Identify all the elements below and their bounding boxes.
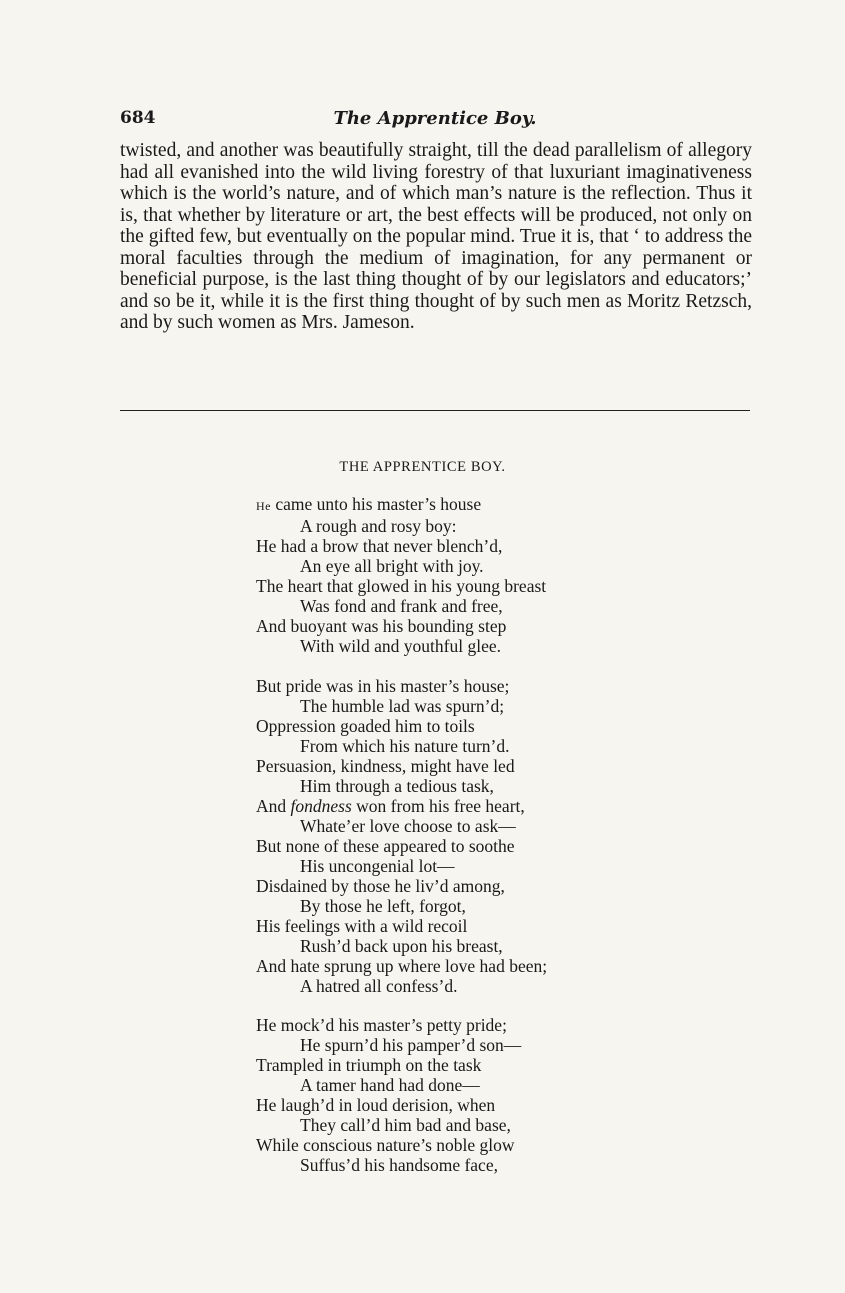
poem-line: Persuasion, kindness, might have led	[256, 755, 515, 776]
poem-line: While conscious nature’s noble glow	[256, 1135, 515, 1155]
poem-line: He laugh’d in loud derision, when	[256, 1095, 496, 1115]
prose-paragraph: twisted, and another was beautifully straight, till the dead parallelism of allegory had all evanished into the wild living forestry of that luxuriant imaginativeness which is the world’s nature, and of which man’s nature is the reflection. Thus it is, that whether by literature or art, the best effects will be produced, not only on the gifted few, but eventually on the popular mind. True it is, that ‘ to address the moral faculties through the medium of imagination, for any permanent or beneficial purpose, is the last thing thought of by our legislators and educators;’ and so be it, while it is the first thing thought of by such men as Moritz Retzsch, and by such women as Mrs. Jameson.	[120, 140, 752, 333]
poem-line: Whate’er love choose to ask—	[300, 815, 516, 836]
poem-line: A hatred all confess’d.	[300, 975, 458, 996]
poem-line: Was fond and frank and free,	[300, 596, 503, 616]
poem-line: Him through a tedious task,	[300, 775, 494, 796]
poem-line: With wild and youthful glee.	[300, 636, 501, 656]
poem-line: An eye all bright with joy.	[300, 556, 484, 576]
emphasis-text: fondness	[290, 795, 352, 816]
poem-line: Disdained by those he liv’d among,	[256, 875, 505, 896]
poem-line: And hate sprung up where love had been;	[256, 955, 548, 976]
stanza-2	[256, 676, 547, 996]
running-title: The Apprentice Boy.	[333, 108, 537, 129]
drop-initial: He	[256, 499, 271, 513]
poem-line: But none of these appeared to soothe	[256, 835, 515, 856]
poem-line: A tamer hand had done—	[300, 1075, 480, 1095]
poem-line: He spurn’d his pamper’d son—	[300, 1035, 522, 1055]
stanza-1	[256, 494, 547, 656]
poem-line: He mock’d his master’s petty pride;	[256, 1015, 507, 1035]
poem-line: His feelings with a wild recoil	[256, 915, 468, 936]
poem-line: And buoyant was his bounding step	[256, 616, 507, 636]
page-number: 684	[120, 108, 156, 128]
poem-line: From which his nature turn’d.	[300, 735, 510, 756]
poem-line: He had a brow that never blench’d,	[256, 536, 503, 556]
poem-title: THE APPRENTICE BOY.	[339, 459, 506, 475]
stanza-3	[256, 1015, 547, 1175]
poem-line: They call’d him bad and base,	[300, 1115, 511, 1135]
poem-line: Rush’d back upon his breast,	[300, 935, 503, 956]
poem-line: By those he left, forgot,	[300, 895, 466, 916]
poem-line: The humble lad was spurn’d;	[300, 695, 505, 716]
poem-line: Trampled in triumph on the task	[256, 1055, 482, 1075]
poem-line: But pride was in his master’s house;	[256, 675, 510, 696]
poem-line: A rough and rosy boy:	[300, 516, 457, 536]
poem-line: Oppression goaded him to toils	[256, 715, 475, 736]
poem-line: His uncongenial lot—	[300, 855, 455, 876]
poem-line: And fondness won from his free heart,	[256, 795, 525, 816]
poem-line: He came unto his master’s house	[256, 494, 482, 514]
page-header	[120, 108, 750, 134]
section-divider	[120, 410, 750, 411]
poem-line: The heart that glowed in his young breast	[256, 576, 547, 596]
poem-line: Suffus’d his handsome face,	[300, 1155, 498, 1175]
prose-block	[120, 140, 752, 334]
poem	[256, 494, 547, 1195]
